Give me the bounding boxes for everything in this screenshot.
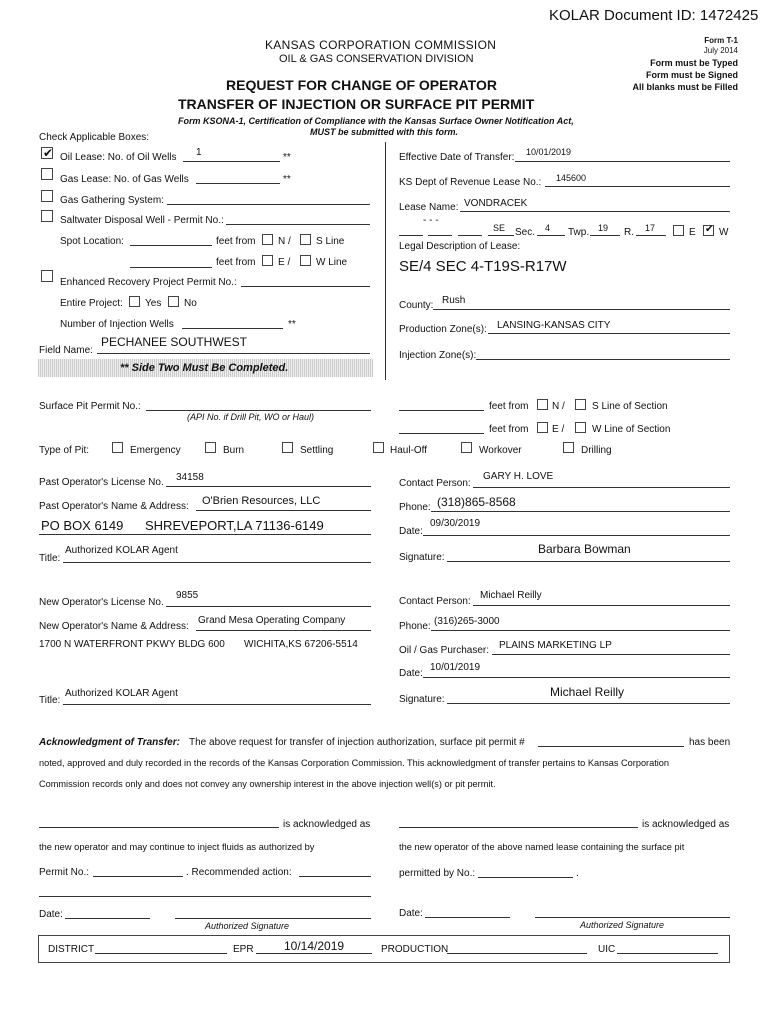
pit-w-label: W Line of Section: [592, 424, 671, 435]
new-city-value[interactable]: WICHITA,KS 67206-5514: [244, 639, 358, 650]
ack-recommended-label: . Recommended action:: [186, 867, 292, 878]
check-applicable-label: Check Applicable Boxes:: [39, 132, 150, 143]
pit-e-label: E /: [552, 424, 565, 435]
pit-settling-checkbox[interactable]: [282, 442, 293, 453]
spot-n-checkbox[interactable]: [262, 234, 273, 245]
qtr-value[interactable]: SE: [493, 223, 506, 233]
lease-name-label: Lease Name:: [399, 202, 459, 213]
past-title-line: [63, 562, 371, 563]
new-signature-line: [447, 703, 730, 704]
injection-zone-line: [476, 359, 730, 360]
effective-date-line: [515, 161, 730, 162]
pit-burn-checkbox[interactable]: [205, 442, 216, 453]
gas-wells-line: [196, 183, 280, 184]
pit-drilling-label: Drilling: [581, 445, 612, 456]
pit-feet-from-1: feet from: [489, 401, 529, 412]
ack-has-been: has been: [689, 737, 731, 748]
range-e-checkbox[interactable]: [673, 225, 684, 236]
past-title-label: Title:: [39, 553, 61, 564]
ks-dept-line: [545, 186, 730, 187]
new-contact-label: Contact Person:: [399, 596, 471, 607]
agency-name: KANSAS CORPORATION COMMISSION: [265, 38, 497, 52]
past-license-label: Past Operator's License No.: [39, 477, 164, 488]
oil-wells-value[interactable]: 1: [196, 147, 202, 158]
county-line: [433, 309, 730, 310]
entire-project-yes-label: Yes: [145, 298, 162, 309]
past-date-value[interactable]: 09/30/2019: [430, 518, 481, 529]
form-req-signed: Form must be Signed: [645, 70, 738, 80]
past-contact-value[interactable]: GARY H. LOVE: [483, 471, 554, 482]
pit-feet-line-1: [399, 410, 484, 411]
new-purchaser-line: [492, 654, 730, 655]
field-name-line: [97, 353, 370, 354]
form-title-line2: TRANSFER OF INJECTION OR SURFACE PIT PERMIT: [178, 96, 535, 112]
pit-workover-label: Workover: [479, 445, 522, 456]
county-value[interactable]: Rush: [442, 295, 466, 306]
ack-permit-no-line: [93, 876, 183, 877]
gas-gathering-label: Gas Gathering System:: [60, 195, 164, 206]
pit-emergency-label: Emergency: [130, 445, 181, 456]
past-contact-label: Contact Person:: [399, 478, 471, 489]
entire-project-yes-checkbox[interactable]: [129, 296, 140, 307]
pit-s-label: S Line of Section: [592, 401, 668, 412]
gas-gathering-checkbox[interactable]: [41, 190, 53, 202]
production-zone-value[interactable]: LANSING-KANSAS CITY: [497, 320, 611, 331]
past-date-label: Date:: [399, 526, 423, 537]
pit-feet-line-2: [399, 433, 484, 434]
new-contact-line: [473, 605, 730, 606]
routing-uic-line: [617, 953, 718, 954]
pit-s-checkbox[interactable]: [575, 399, 586, 410]
pit-hauloff-checkbox[interactable]: [373, 442, 384, 453]
ack-left-name-line: [39, 827, 279, 828]
oil-wells-line: [183, 161, 280, 162]
ack-line1: The above request for transfer of injection authorization, surface pit permit #: [189, 737, 525, 748]
swd-label: Saltwater Disposal Well - Permit No.:: [60, 215, 224, 226]
past-signature-value[interactable]: Barbara Bowman: [538, 542, 631, 556]
pit-w-checkbox[interactable]: [575, 422, 586, 433]
routing-district: DISTRICT: [48, 944, 95, 955]
pit-hauloff-label: Haul-Off: [390, 445, 428, 456]
ack-permit-no-label: Permit No.:: [39, 867, 90, 878]
new-name-line: [196, 630, 371, 631]
production-zone-line: [488, 333, 730, 334]
checkmark-icon: ✔: [705, 224, 714, 235]
routing-epr: EPR: [233, 944, 254, 955]
spot-w-label: W Line: [316, 257, 348, 268]
spot-line-2: [130, 267, 212, 268]
division-name: OIL & GAS CONSERVATION DIVISION: [279, 53, 474, 65]
num-injection-stars: **: [288, 319, 296, 330]
form-req-typed: Form must be Typed: [650, 58, 738, 68]
sec-value[interactable]: 4: [545, 223, 551, 233]
form-id: Form T-1: [704, 36, 738, 45]
new-license-value[interactable]: 9855: [176, 590, 199, 601]
pit-e-checkbox[interactable]: [537, 422, 548, 433]
new-date-line: [423, 677, 730, 678]
gas-lease-checkbox[interactable]: [41, 168, 53, 180]
ack-right-text: the new operator of the above named lease containing the surface pit: [399, 842, 685, 852]
ack-left-date-line: [65, 918, 150, 919]
legal-description-value[interactable]: SE/4 SEC 4-T19S-R17W: [399, 258, 567, 275]
routing-district-line: [95, 953, 227, 954]
pit-n-checkbox[interactable]: [537, 399, 548, 410]
surface-pit-line: [146, 410, 371, 411]
spot-line-1: [130, 245, 212, 246]
routing-production-line: [447, 953, 587, 954]
new-purchaser-label: Oil / Gas Purchaser:: [399, 645, 490, 656]
range-e-label: E: [689, 227, 696, 238]
past-title-value[interactable]: Authorized KOLAR Agent: [65, 545, 178, 556]
new-license-line: [166, 606, 371, 607]
ack-permitted-by-label: permitted by No.:: [399, 868, 476, 879]
ack-left-date-label: Date:: [39, 909, 63, 920]
ack-right-name-line: [399, 827, 638, 828]
qtr-line-2: [428, 235, 452, 236]
num-injection-line: [182, 328, 283, 329]
past-address-line: [39, 534, 371, 535]
ack-recommended-line-2: [39, 896, 371, 897]
past-signature-label: Signature:: [399, 552, 445, 563]
new-address-value[interactable]: 1700 N WATERFRONT PKWY BLDG 600: [39, 639, 225, 650]
effective-date-value[interactable]: 10/01/2019: [526, 147, 572, 157]
ack-permit-line: [538, 746, 684, 747]
spot-e-checkbox[interactable]: [262, 255, 273, 266]
ack-left-is-ack: is acknowledged as: [283, 819, 371, 830]
qtr-line-3: [458, 235, 482, 236]
new-signature-value[interactable]: Michael Reilly: [550, 685, 625, 699]
lease-name-line: [460, 211, 730, 212]
new-purchaser-value[interactable]: PLAINS MARKETING LP: [499, 640, 612, 651]
ks-dept-value[interactable]: 145600: [556, 173, 587, 183]
ack-recommended-line: [299, 876, 371, 877]
field-name-value[interactable]: PECHANEE SOUTHWEST: [101, 335, 248, 349]
routing-uic: UIC: [598, 944, 616, 955]
ack-right-date-line: [425, 917, 510, 918]
spot-location-label: Spot Location:: [60, 236, 124, 247]
new-contact-value[interactable]: Michael Reilly: [480, 590, 542, 601]
entire-project-label: Entire Project:: [60, 298, 123, 309]
new-title-line: [63, 704, 371, 705]
new-date-value[interactable]: 10/01/2019: [430, 662, 481, 673]
side-two-text: ** Side Two Must Be Completed.: [120, 362, 289, 374]
range-line: [636, 235, 666, 236]
entire-project-no-checkbox[interactable]: [168, 296, 179, 307]
ks-dept-label: KS Dept of Revenue Lease No.:: [399, 177, 542, 188]
column-divider: [385, 142, 386, 380]
spot-e-label: E /: [278, 257, 291, 268]
ack-lead: Acknowledgment of Transfer:: [39, 737, 180, 748]
oil-lease-checkbox[interactable]: [41, 147, 53, 159]
pit-n-label: N /: [552, 401, 565, 412]
ack-right-sig-line: [535, 917, 730, 918]
routing-epr-date[interactable]: 10/14/2019: [284, 939, 345, 953]
past-name-label: Past Operator's Name & Address:: [39, 501, 189, 512]
new-name-label: New Operator's Name & Address:: [39, 621, 189, 632]
ack-permitted-by-line: [478, 877, 573, 878]
new-license-label: New Operator's License No.: [39, 597, 164, 608]
past-name-value[interactable]: O'Brien Resources, LLC: [202, 495, 321, 507]
pit-settling-label: Settling: [300, 445, 334, 456]
ack-line3: Commission records only and does not convey any ownership interest in the above injection well(s) or pit permit.: [39, 779, 496, 789]
spot-s-checkbox[interactable]: [300, 234, 311, 245]
r-label: R.: [624, 227, 634, 238]
past-license-value[interactable]: 34158: [176, 472, 204, 483]
surface-pit-label: Surface Pit Permit No.:: [39, 401, 141, 412]
type-of-pit-label: Type of Pit:: [39, 445, 90, 456]
num-injection-label: Number of Injection Wells: [60, 319, 174, 330]
api-note: (API No. if Drill Pit, WO or Haul): [187, 412, 315, 422]
checkmark-icon: ✔: [43, 146, 54, 160]
range-value[interactable]: 17: [645, 223, 656, 233]
ack-permitted-dot: .: [576, 868, 579, 879]
past-phone-label: Phone:: [399, 502, 431, 513]
form-req-filled: All blanks must be Filled: [632, 82, 738, 92]
past-signature-line: [447, 561, 730, 562]
ack-right-auth-sig: Authorized Signature: [580, 920, 665, 930]
twp-line: [590, 235, 620, 236]
routing-epr-line: [256, 953, 372, 954]
gas-gathering-line: [167, 204, 370, 205]
ack-line2: noted, approved and duly recorded in the records of the Kansas Corporation Commission. This acknowledgment of transfer pertains to Kansas Corporation: [39, 758, 670, 768]
ack-left-text: the new operator and may continue to inject fluids as authorized by: [39, 842, 315, 852]
production-zone-label: Production Zone(s):: [399, 324, 487, 335]
spot-feet-from-1: feet from: [216, 236, 256, 247]
twp-value[interactable]: 19: [598, 223, 609, 233]
form-date: July 2014: [703, 46, 738, 55]
spot-n-label: N /: [278, 236, 291, 247]
ack-right-is-ack: is acknowledged as: [642, 819, 730, 830]
past-name-line: [196, 510, 371, 511]
range-w-checkbox[interactable]: [703, 225, 714, 236]
pit-feet-from-2: feet from: [489, 424, 529, 435]
gas-lease-label: Gas Lease: No. of Gas Wells: [60, 174, 189, 185]
pit-drilling-checkbox[interactable]: [563, 442, 574, 453]
entire-project-no-label: No: [184, 298, 197, 309]
spot-s-label: S Line: [316, 236, 345, 247]
enhanced-recovery-line: [241, 286, 370, 287]
past-city-value[interactable]: SHREVEPORT,LA 71136-6149: [145, 518, 324, 533]
ack-left-sig-line: [175, 918, 371, 919]
ack-left-auth-sig: Authorized Signature: [205, 921, 290, 931]
effective-date-label: Effective Date of Transfer:: [399, 152, 515, 163]
injection-zone-label: Injection Zone(s):: [399, 350, 477, 361]
ack-right-date-label: Date:: [399, 908, 423, 919]
gas-wells-stars: **: [283, 174, 291, 185]
form-title-line1: REQUEST FOR CHANGE OF OPERATOR: [226, 77, 497, 93]
legal-description-label: Legal Description of Lease:: [399, 241, 521, 252]
qtr-line-1: [399, 235, 423, 236]
new-title-value[interactable]: Authorized KOLAR Agent: [65, 688, 178, 699]
new-title-label: Title:: [39, 695, 61, 706]
new-signature-label: Signature:: [399, 694, 445, 705]
oil-wells-stars: **: [283, 152, 291, 163]
routing-production: PRODUCTION: [381, 944, 449, 955]
ksona-note: Form KSONA-1, Certification of Compliance with the Kansas Surface Owner Notification Act,: [178, 116, 574, 126]
field-name-label: Field Name:: [39, 345, 93, 356]
kolar-document-id: KOLAR Document ID: 1472425: [549, 7, 759, 24]
qtr-line-4: [488, 235, 514, 236]
enhanced-recovery-label: Enhanced Recovery Project Permit No.:: [60, 277, 237, 288]
range-w-label: W: [719, 227, 729, 238]
spot-feet-from-2: feet from: [216, 257, 256, 268]
pit-burn-label: Burn: [223, 445, 245, 456]
new-phone-line: [431, 630, 730, 631]
new-name-value[interactable]: Grand Mesa Operating Company: [198, 615, 346, 626]
new-date-label: Date:: [399, 668, 423, 679]
county-label: County:: [399, 300, 434, 311]
past-date-line: [423, 535, 730, 536]
past-phone-line: [431, 511, 730, 512]
lease-name-value[interactable]: VONDRACEK: [464, 198, 528, 209]
twp-label: Twp.: [568, 227, 590, 238]
ksona-note-2: MUST be submitted with this form.: [310, 127, 458, 137]
pit-workover-checkbox[interactable]: [461, 442, 472, 453]
past-contact-line: [473, 487, 730, 488]
sec-line: [537, 235, 565, 236]
swd-line: [226, 224, 370, 225]
enhanced-recovery-checkbox[interactable]: [41, 270, 53, 282]
oil-lease-label: Oil Lease: No. of Oil Wells: [60, 152, 177, 163]
pit-emergency-checkbox[interactable]: [112, 442, 123, 453]
past-license-line: [166, 486, 371, 487]
new-phone-value[interactable]: (316)265-3000: [434, 616, 500, 627]
sec-label: Sec.: [515, 227, 536, 238]
new-phone-label: Phone:: [399, 621, 431, 632]
spot-w-checkbox[interactable]: [300, 255, 311, 266]
past-address-value[interactable]: PO BOX 6149: [41, 518, 124, 533]
swd-checkbox[interactable]: [41, 210, 53, 222]
past-phone-value[interactable]: (318)865-8568: [437, 495, 516, 509]
legal-dashes: - - -: [423, 215, 439, 226]
